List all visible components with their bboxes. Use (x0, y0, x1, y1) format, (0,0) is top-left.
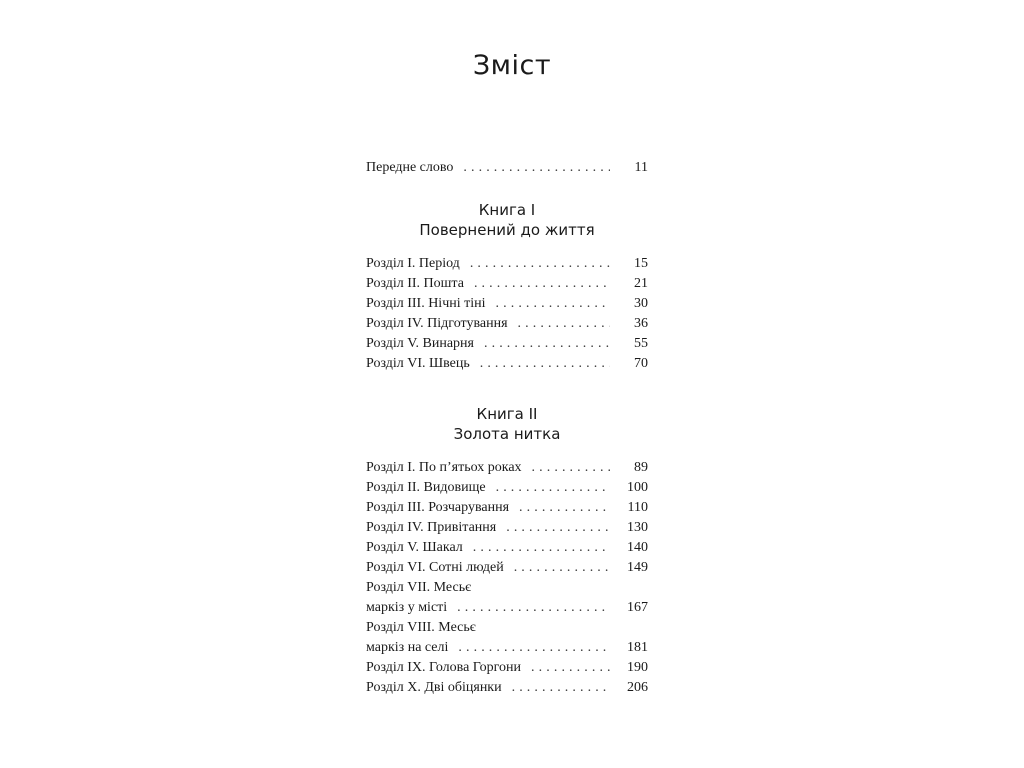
toc-entry[interactable] (366, 558, 648, 578)
toc-entry[interactable] (366, 498, 648, 518)
table-of-contents (366, 158, 648, 698)
dot-leader (496, 294, 610, 314)
dot-leader (463, 158, 610, 178)
toc-entry-title: Розділ VIII. Месьє (366, 620, 476, 635)
toc-entry-page: 100 (627, 480, 648, 495)
toc-entry-title: Розділ II. Пошта (366, 276, 464, 291)
toc-entry-preface[interactable] (366, 158, 648, 178)
book-heading (366, 404, 648, 444)
dot-leader (506, 518, 610, 538)
book-number: Книга I (478, 201, 536, 219)
toc-entry-title: Розділ I. Період (366, 256, 460, 271)
dot-leader (484, 334, 610, 354)
book-subtitle: Золота нитка (453, 425, 561, 443)
toc-entry-page: 55 (634, 336, 648, 351)
toc-entry-title: Розділ VI. Швець (366, 356, 470, 371)
toc-entry-page: 15 (634, 256, 648, 271)
toc-entry-title: маркіз на селі (366, 640, 449, 655)
toc-entry-page: 11 (634, 160, 648, 175)
toc-entry-page: 130 (627, 520, 648, 535)
toc-entry-title: Розділ II. Видовище (366, 480, 486, 495)
toc-entry-title: Розділ I. По п’ятьох роках (366, 460, 522, 475)
toc-entry-page: 140 (627, 540, 648, 555)
book-heading (366, 200, 648, 240)
toc-entry[interactable] (366, 478, 648, 498)
dot-leader (514, 558, 610, 578)
toc-entry-title: Розділ X. Дві обіцянки (366, 680, 502, 695)
toc-entry-page: 30 (634, 296, 648, 311)
dot-leader (473, 538, 610, 558)
toc-entry[interactable] (366, 658, 648, 678)
toc-entry-title: Передне слово (366, 160, 454, 175)
page-title: Зміст (472, 50, 552, 81)
dot-leader (519, 498, 610, 518)
toc-entry-title: Розділ IV. Привітання (366, 520, 497, 535)
dot-leader (512, 678, 610, 698)
toc-entry-title: Розділ IV. Підготування (366, 316, 508, 331)
toc-entry-page: 89 (634, 460, 648, 475)
dot-leader (458, 638, 610, 658)
dot-leader (457, 598, 610, 618)
toc-entry[interactable] (366, 538, 648, 558)
toc-entry[interactable] (366, 294, 648, 314)
toc-entry[interactable] (366, 638, 648, 658)
dot-leader (496, 478, 610, 498)
toc-entry-title-first-line[interactable] (366, 618, 648, 638)
toc-entry-title: Розділ III. Розчарування (366, 500, 510, 515)
toc-entry[interactable] (366, 254, 648, 274)
toc-entry-title: Розділ VII. Месьє (366, 580, 472, 595)
dot-leader (474, 274, 610, 294)
toc-entry-page: 21 (634, 276, 648, 291)
toc-entry-page: 206 (627, 680, 648, 695)
toc-entry[interactable] (366, 314, 648, 334)
toc-entry-title: Розділ V. Шакал (366, 540, 463, 555)
toc-entry-title: Розділ IX. Голова Горгони (366, 660, 522, 675)
toc-entry-title-first-line[interactable] (366, 578, 648, 598)
toc-entry-page: 36 (634, 316, 648, 331)
toc-entry-title: Розділ VI. Сотні людей (366, 560, 504, 575)
dot-leader (531, 658, 610, 678)
toc-entry-page: 167 (627, 600, 648, 615)
toc-entry-title: Розділ V. Винарня (366, 336, 474, 351)
toc-entry-page: 149 (627, 560, 648, 575)
toc-entry-page: 70 (634, 356, 648, 371)
toc-entry[interactable] (366, 354, 648, 374)
toc-entry[interactable] (366, 518, 648, 538)
toc-entry[interactable] (366, 334, 648, 354)
book-subtitle: Повернений до життя (419, 221, 595, 239)
dot-leader (480, 354, 610, 374)
book-number: Книга II (476, 405, 538, 423)
toc-entry[interactable] (366, 598, 648, 618)
dot-leader (518, 314, 610, 334)
toc-entry-page: 181 (627, 640, 648, 655)
toc-entry[interactable] (366, 274, 648, 294)
dot-leader (470, 254, 610, 274)
toc-entry-page: 190 (627, 660, 648, 675)
toc-entry[interactable] (366, 678, 648, 698)
toc-entry-title: маркіз у місті (366, 600, 448, 615)
toc-entry-page: 110 (627, 500, 648, 515)
dot-leader (532, 458, 610, 478)
toc-entry-title: Розділ III. Нічні тіні (366, 296, 486, 311)
toc-entry[interactable] (366, 458, 648, 478)
